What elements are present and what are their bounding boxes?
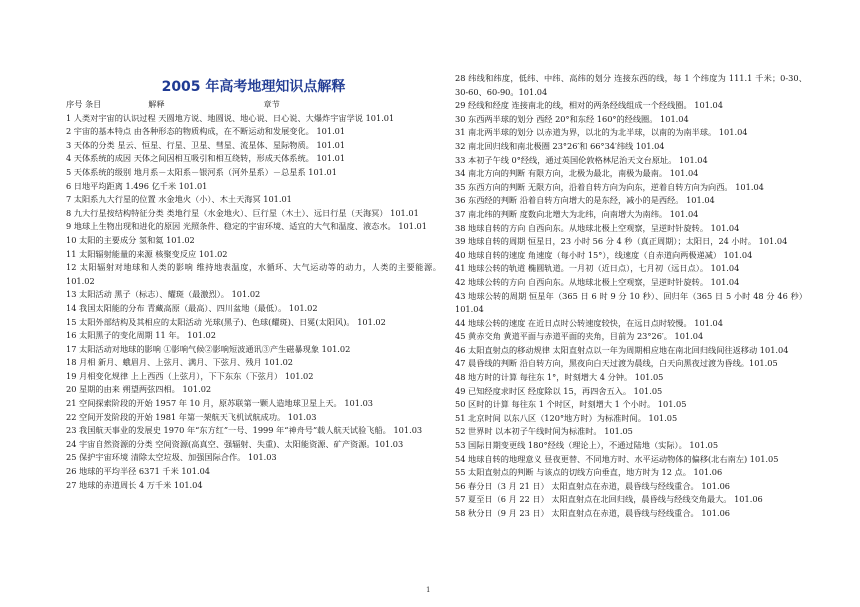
list-item: 28 纬线和纬度，低纬、中纬、高纬的划分 连接东西的线，每 1 个纬度为 111.1 千米；0-30、30-60、60-90。101.04 — [455, 73, 807, 97]
list-item: 25 保护宇宙环境 清除太空垃圾、加强国际合作。 101.03 — [66, 452, 277, 463]
list-item: 55 太阳直射点的判断 与该点的切线方向垂直，地方时为 12 点。 101.06 — [455, 467, 723, 478]
list-item: 57 夏至日（6 月 22 日） 太阳直射点在北回归线，晨昏线与经线交角最大。 101.06 — [455, 494, 763, 505]
table-header: 序号 条目 解释 章节 — [66, 99, 280, 109]
list-item: 34 南北方向的判断 有限方向，北极为最北，南极为最南。 101.04 — [455, 168, 699, 179]
list-item: 8 九大行星按结构特征分类 类地行星（水金地火）、巨行星（木土）、远日行星（天海冥） 101.01 — [66, 207, 419, 218]
list-item: 46 太阳直射点的移动规律 太阳直射点以一年为周期相应地在南北回归线间往返移动 101.04 — [455, 344, 789, 355]
list-item: 40 地球自转的速度 角速度（每小时 15°），线速度（自赤道向两极递减） 101.04 — [455, 249, 753, 260]
list-item: 12 太阳辐射对地球和人类的影响 维持地表温度，水循环、大气运动等的动力，人类的主要能源。 101.02 — [66, 262, 441, 286]
list-item: 20 星期的由来 朔望两弦四相。 101.02 — [66, 384, 212, 395]
list-item: 18 月相 新月、蛾眉月、上弦月、满月、下弦月、残月 101.02 — [66, 357, 293, 368]
list-item: 29 经线和经度 连接南北的线，相对的两条经线组成一个经线圈。 101.04 — [455, 100, 723, 111]
list-item: 53 国际日期变更线 180°经线（理论上），不通过陆地（实际）。 101.05 — [455, 440, 719, 451]
list-item: 16 太阳黑子的变化周期 11 年。 101.02 — [66, 330, 216, 341]
list-item: 23 我国航天事业的发展史 1970 年“东方红”一号、1999 年“神舟号”载人航天试验飞船。 101.03 — [66, 425, 423, 436]
list-item: 37 南北纬的判断 度数向北增大为北纬，向南增大为南纬。 101.04 — [455, 208, 699, 219]
list-item: 13 太阳活动 黑子（标志）、耀斑（最激烈）。 101.02 — [66, 289, 261, 300]
list-item: 38 地球自转的方向 自西向东。从地球北极上空观察，呈逆时针旋转。 101.04 — [455, 222, 740, 233]
list-item: 22 空间开发阶段的开始 1981 年第一架航天飞机试航成功。 101.03 — [66, 411, 317, 422]
list-item: 4 天体系统的成因 天体之间因相互吸引和相互绕转，形成天体系统。 101.01 — [66, 153, 346, 164]
list-item: 9 地球上生物出现和进化的原因 光照条件、稳定的宇宙环境、适宜的大气和温度、液态水。 101.01 — [66, 221, 427, 232]
list-item: 50 区时的计算 每往东 1 个时区，时刻增大 1 个小时。 101.05 — [455, 399, 687, 410]
list-item: 27 地球的赤道周长 4 万千米 101.04 — [66, 479, 203, 490]
list-item: 44 地球公转的速度 在近日点时公转速度较快，在远日点时较慢。 101.04 — [455, 317, 723, 328]
list-item: 3 天体的分类 星云、恒星、行星、卫星、彗星、流星体、星际物质。 101.01 — [66, 139, 346, 150]
list-item: 54 地球自转的地理意义 昼夜更替、不同地方时、水平运动物体的偏移(北右南左) 101.05 — [455, 453, 779, 464]
left-column — [66, 78, 441, 492]
list-item: 36 东西经的判断 沿着自转方向增大的是东经，减小的是西经。 101.04 — [455, 195, 715, 206]
list-item: 7 太阳系九大行星的位置 水金地火（小）、木土天海冥 101.01 — [66, 194, 292, 205]
list-item: 17 太阳活动对地球的影响 ①影响气候②影响短波通讯③产生磁暴现象 101.02 — [66, 343, 351, 354]
list-item: 52 世界时 以本初子午线时间为标准时。 101.05 — [455, 426, 633, 437]
list-item: 35 东西方向的判断 无限方向，沿着自转方向为向东，逆着自转方向为向西。 101.04 — [455, 181, 764, 192]
page-number: 1 — [426, 586, 431, 594]
list-item: 32 南北回归线和南北极圈 23°26′和 66°34′纬线 101.04 — [455, 140, 665, 151]
list-item: 51 北京时间 以东八区（120°地方时）为标准时间。 101.05 — [455, 412, 678, 423]
right-column — [455, 72, 807, 521]
list-item: 14 我国太阳能的分布 青藏高原（最高）、四川盆地（最低）。 101.02 — [66, 302, 318, 313]
list-item: 43 地球公转的周期 恒星年（365 日 6 时 9 分 10 秒）、回归年（365 日 5 小时 48 分 46 秒） 101.04 — [455, 290, 807, 315]
list-item: 15 太阳外部结构及其相应的太阳活动 光球(黑子)、色球(耀斑)、日冕(太阳风)。 101.02 — [66, 316, 386, 327]
list-item: 39 地球自转的周期 恒星日，23 小时 56 分 4 秒（真正周期）；太阳日，24 小时。 101.04 — [455, 236, 788, 247]
list-item: 5 天体系统的级别 地月系－太阳系－银河系（河外星系）－总星系 101.01 — [66, 166, 337, 177]
list-item: 58 秋分日（9 月 23 日） 太阳直射点在赤道，晨昏线与经线重合。 101.06 — [455, 508, 730, 518]
list-item: 6 日地平均距离 1.496 亿千米 101.01 — [66, 180, 208, 191]
left-entries — [66, 112, 441, 493]
list-item: 1 人类对宇宙的认识过程 天圆地方说、地圆说、地心说、日心说、大爆炸宇宙学说 101.01 — [66, 112, 395, 123]
list-item: 2 宇宙的基本特点 由各种形态的物质构成，在不断运动和发展变化。 101.01 — [66, 126, 346, 137]
list-item: 11 太阳辐射能量的来源 核聚变反应 101.02 — [66, 248, 228, 259]
list-item: 47 晨昏线的判断 沿自转方向，黑夜向白天过渡为晨线，白天向黑夜过渡为昏线。101.05 — [455, 358, 778, 369]
list-item: 19 月相变化规律 上上西西（上弦月），下下东东（下弦月） 101.02 — [66, 370, 314, 381]
list-item: 41 地球公转的轨道 椭圆轨道。一月初（近日点），七月初（远日点）。 101.04 — [455, 263, 740, 274]
page-title: 2005 年高考地理知识点解释 — [161, 79, 346, 95]
list-item: 26 地球的平均半径 6371 千米 101.04 — [66, 466, 211, 477]
list-item: 21 空间探索阶段的开始 1957 年 10 月，原苏联第一颗人造地球卫星上天。 101.03 — [66, 398, 374, 409]
list-item: 48 地方时的计算 每往东 1°，时刻增大 4 分钟。 101.05 — [455, 372, 664, 383]
list-item: 42 地球公转的方向 自西向东。从地球北极上空观察，呈逆时针旋转。 101.04 — [455, 276, 740, 287]
list-item: 56 春分日（3 月 21 日） 太阳直射点在赤道，晨昏线与经线重合。 101.06 — [455, 480, 730, 491]
list-item: 10 太阳的主要成分 氢和氦 101.02 — [66, 234, 195, 245]
list-item: 49 已知经度求时区 经度除以 15，再四舍五入。 101.05 — [455, 385, 663, 396]
list-item: 33 本初子午线 0°经线，通过英国伦敦格林尼治天文台原址。 101.04 — [455, 154, 708, 165]
list-item: 30 东西两半球的划分 西经 20°和东经 160°的经线圈。 101.04 — [455, 113, 689, 124]
list-item: 24 宇宙自然资源的分类 空间资源(高真空、强辐射、失重)、太阳能资源、矿产资源。101.03 — [66, 438, 404, 449]
list-item: 31 南北两半球的划分 以赤道为界，以北的为北半球，以南的为南半球。 101.04 — [455, 127, 748, 138]
list-item: 45 黄赤交角 黄道平面与赤道平面的夹角，目前为 23°26′。 101.04 — [455, 331, 704, 342]
right-entries — [455, 72, 807, 521]
